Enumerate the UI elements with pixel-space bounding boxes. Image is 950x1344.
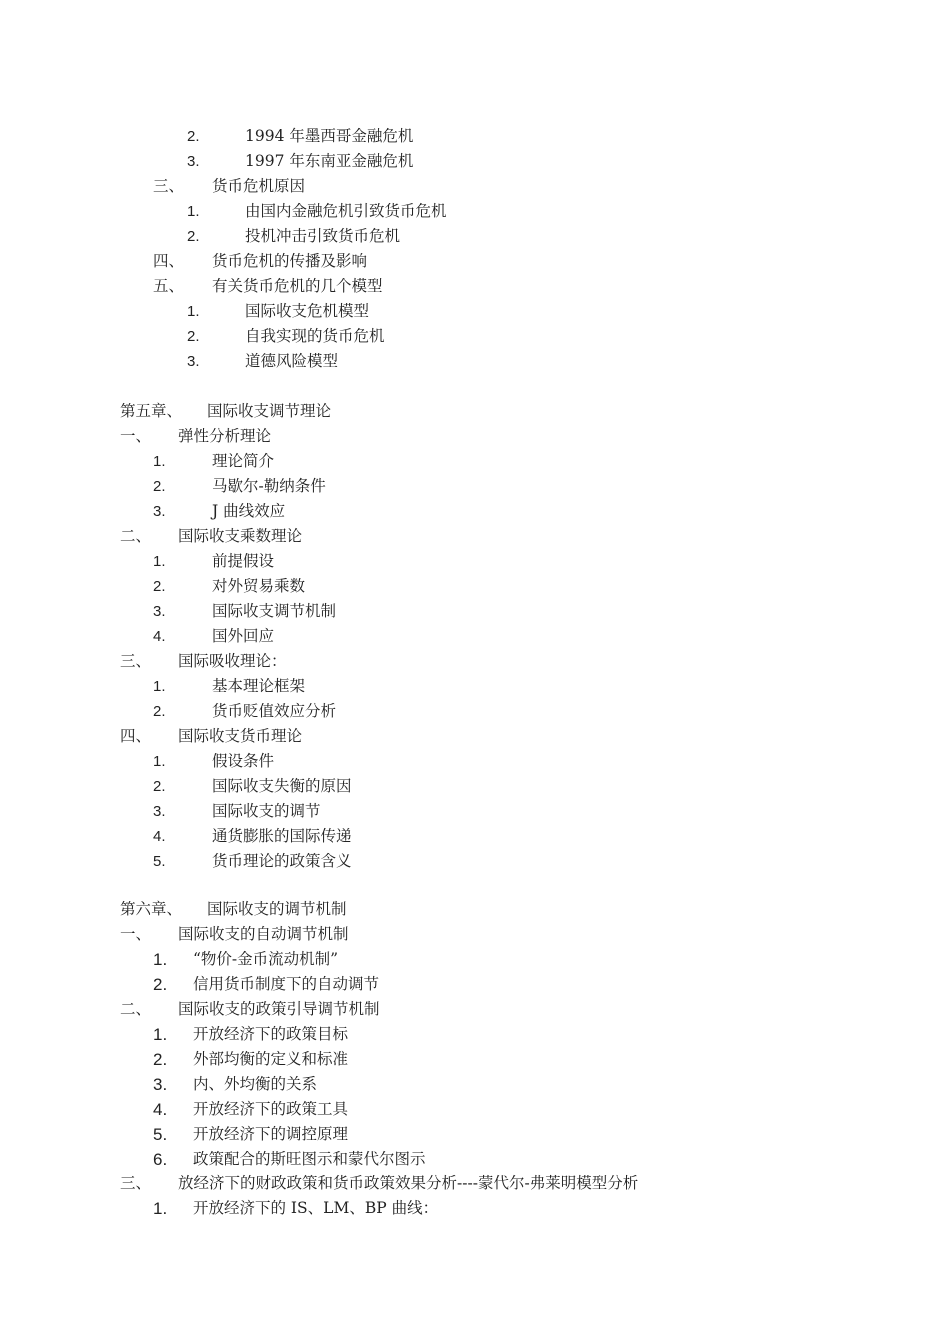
section-number: 三、: [153, 177, 185, 195]
item-text: 政策配合的斯旺图示和蒙代尔图示: [193, 1150, 426, 1168]
item-text: 货币贬值效应分析: [212, 702, 337, 720]
section-title: 货币危机原因: [212, 177, 306, 195]
section-title: 国际收支的政策引导调节机制: [178, 1000, 380, 1018]
section-number: 四、: [120, 727, 152, 745]
section-number: 二、: [120, 1000, 152, 1018]
item-text: 通货膨胀的国际传递: [212, 827, 352, 845]
item-text: 马歇尔-勒纳条件: [212, 477, 326, 495]
item-number: 1.: [153, 453, 166, 470]
item-number: 1.: [153, 553, 166, 570]
chapter-title: 国际收支的调节机制: [207, 900, 347, 918]
section-title: 放经济下的财政政策和货币政策效果分析----蒙代尔-弗莱明模型分析: [178, 1174, 639, 1192]
section-title: 国际收支乘数理论: [178, 527, 303, 545]
item-number: 1.: [187, 203, 200, 220]
section-number: 一、: [120, 427, 152, 445]
item-text: 理论简介: [212, 452, 275, 470]
item-number: 1.: [153, 753, 166, 770]
item-text: 国际收支危机模型: [245, 302, 370, 320]
item-text: 国际收支的调节: [212, 802, 321, 820]
item-number: 1.: [153, 1025, 168, 1044]
item-text: 信用货币制度下的自动调节: [193, 975, 380, 993]
item-text: 基本理论框架: [212, 677, 306, 695]
item-number: 1.: [187, 303, 200, 320]
chapter-number: 第五章、: [120, 402, 183, 420]
item-number: 3.: [187, 153, 200, 170]
item-text: 国际收支调节机制: [212, 602, 337, 620]
item-text: 开放经济下的 IS、LM、BP 曲线：: [193, 1199, 439, 1217]
item-number: 4.: [153, 1100, 168, 1119]
item-number: 1.: [153, 950, 168, 969]
section-number: 一、: [120, 925, 152, 943]
item-number: 3.: [187, 353, 200, 370]
item-number: 2.: [153, 1050, 168, 1069]
item-text: 国外回应: [212, 627, 275, 645]
item-number: 2.: [187, 228, 200, 245]
item-text: 国际收支失衡的原因: [212, 777, 352, 795]
item-text: 投机冲击引致货币危机: [245, 227, 401, 245]
item-number: 3.: [153, 603, 166, 620]
section-title: 国际收支的自动调节机制: [178, 925, 349, 943]
item-text: 外部均衡的定义和标准: [193, 1050, 349, 1068]
item-number: 2.: [187, 128, 200, 145]
item-text: 开放经济下的调控原理: [193, 1125, 349, 1143]
item-text: 货币理论的政策含义: [212, 852, 352, 870]
item-number: 3.: [153, 503, 166, 520]
item-text: 1997 年东南亚金融危机: [245, 152, 414, 170]
item-text: 假设条件: [212, 752, 275, 770]
item-text: 内、外均衡的关系: [193, 1075, 318, 1093]
item-number: 2.: [153, 778, 166, 795]
item-text: 1994 年墨西哥金融危机: [245, 127, 414, 145]
item-number: 5.: [153, 1125, 168, 1144]
item-text: 前提假设: [212, 552, 275, 570]
section-title: 国际收支货币理论: [178, 727, 303, 745]
item-text: 由国内金融危机引致货币危机: [245, 202, 447, 220]
item-number: 2.: [153, 478, 166, 495]
chapter-number: 第六章、: [120, 900, 183, 918]
item-number: 2.: [153, 578, 166, 595]
item-number: 4.: [153, 828, 166, 845]
item-number: 1.: [153, 1199, 168, 1218]
section-number: 五、: [153, 277, 185, 295]
section-title: 国际吸收理论：: [178, 652, 287, 670]
item-text: 对外贸易乘数: [212, 577, 306, 595]
item-number: 2.: [153, 975, 168, 994]
section-number: 三、: [120, 1174, 152, 1192]
section-number: 三、: [120, 652, 152, 670]
section-title: 弹性分析理论: [178, 427, 272, 445]
item-text: 自我实现的货币危机: [245, 327, 385, 345]
section-title: 货币危机的传播及影响: [212, 252, 368, 270]
item-text: 道德风险模型: [245, 352, 339, 370]
item-number: 2.: [153, 703, 166, 720]
section-number: 四、: [153, 252, 185, 270]
item-text: J 曲线效应: [212, 502, 286, 520]
item-text: 开放经济下的政策工具: [193, 1100, 349, 1118]
item-number: 1.: [153, 678, 166, 695]
item-number: 5.: [153, 853, 166, 870]
item-number: 2.: [187, 328, 200, 345]
item-number: 3.: [153, 1075, 168, 1094]
section-title: 有关货币危机的几个模型: [212, 277, 383, 295]
item-text: “物价-金币流动机制”: [193, 950, 339, 968]
item-number: 6.: [153, 1150, 168, 1169]
item-text: 开放经济下的政策目标: [193, 1025, 349, 1043]
item-number: 4.: [153, 628, 166, 645]
item-number: 3.: [153, 803, 166, 820]
section-number: 二、: [120, 527, 152, 545]
chapter-title: 国际收支调节理论: [207, 402, 332, 420]
